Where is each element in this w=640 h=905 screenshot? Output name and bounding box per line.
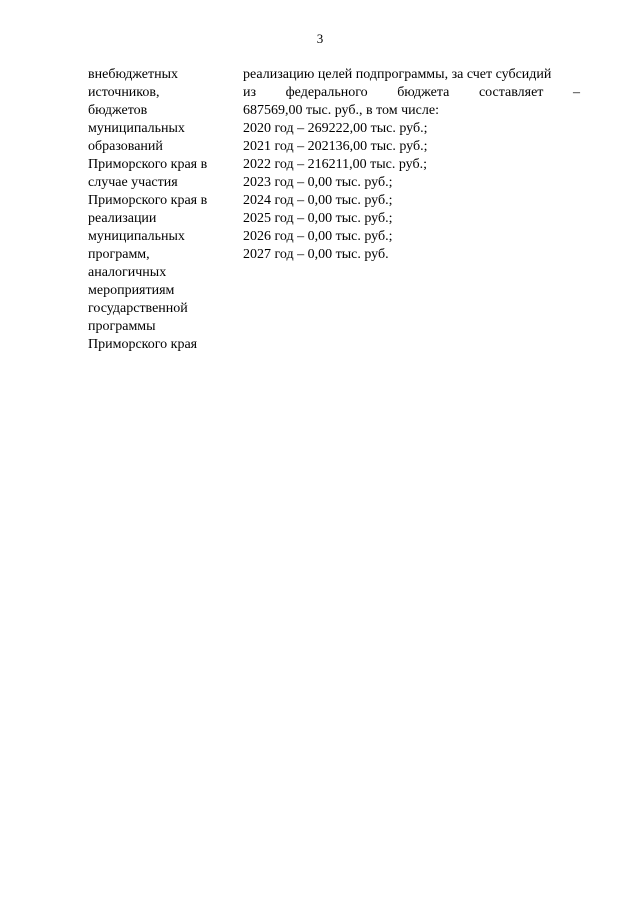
label-line: источников, bbox=[88, 85, 160, 100]
year-amount-2022: 2022 год – 216211,00 тыс. руб.; bbox=[243, 157, 427, 172]
label-line: мероприятиям bbox=[88, 283, 175, 298]
label-line: бюджетов bbox=[88, 103, 148, 118]
label-line: программы bbox=[88, 319, 156, 334]
year-amount-2023: 2023 год – 0,00 тыс. руб.; bbox=[243, 175, 393, 190]
year-amount-2020: 2020 год – 269222,00 тыс. руб.; bbox=[243, 121, 428, 136]
intro-word: бюджета bbox=[397, 85, 450, 100]
label-line: образований bbox=[88, 139, 163, 154]
label-line: внебюджетных bbox=[88, 67, 179, 82]
year-amount-2021: 2021 год – 202136,00 тыс. руб.; bbox=[243, 139, 428, 154]
intro-word: из bbox=[243, 85, 257, 100]
label-line: Приморского края в bbox=[88, 157, 208, 172]
label-line: Приморского края bbox=[88, 337, 198, 352]
label-line: муниципальных bbox=[88, 229, 185, 244]
year-amount-2026: 2026 год – 0,00 тыс. руб.; bbox=[243, 229, 393, 244]
label-line: муниципальных bbox=[88, 121, 185, 136]
label-line: программ, bbox=[88, 247, 150, 262]
year-amount-2027: 2027 год – 0,00 тыс. руб. bbox=[243, 247, 389, 262]
intro-word: – bbox=[572, 85, 580, 100]
funding-total-line: 687569,00 тыс. руб., в том числе: bbox=[243, 103, 439, 118]
year-amount-2024: 2024 год – 0,00 тыс. руб.; bbox=[243, 193, 393, 208]
funding-source-label bbox=[88, 66, 238, 354]
label-line: государственной bbox=[88, 301, 188, 316]
funding-intro-justified-line bbox=[243, 84, 580, 102]
label-line: Приморского края в bbox=[88, 193, 208, 208]
funding-intro-line: реализацию целей подпрограммы, за счет субсидий bbox=[243, 67, 552, 82]
label-line: аналогичных bbox=[88, 265, 167, 280]
label-line: реализации bbox=[88, 211, 157, 226]
label-line: случае участия bbox=[88, 175, 178, 190]
funding-amounts bbox=[243, 66, 580, 264]
intro-word: составляет bbox=[478, 85, 544, 100]
page-number: 3 bbox=[316, 31, 324, 46]
intro-word: федерального bbox=[285, 85, 368, 100]
year-amount-2025: 2025 год – 0,00 тыс. руб.; bbox=[243, 211, 393, 226]
